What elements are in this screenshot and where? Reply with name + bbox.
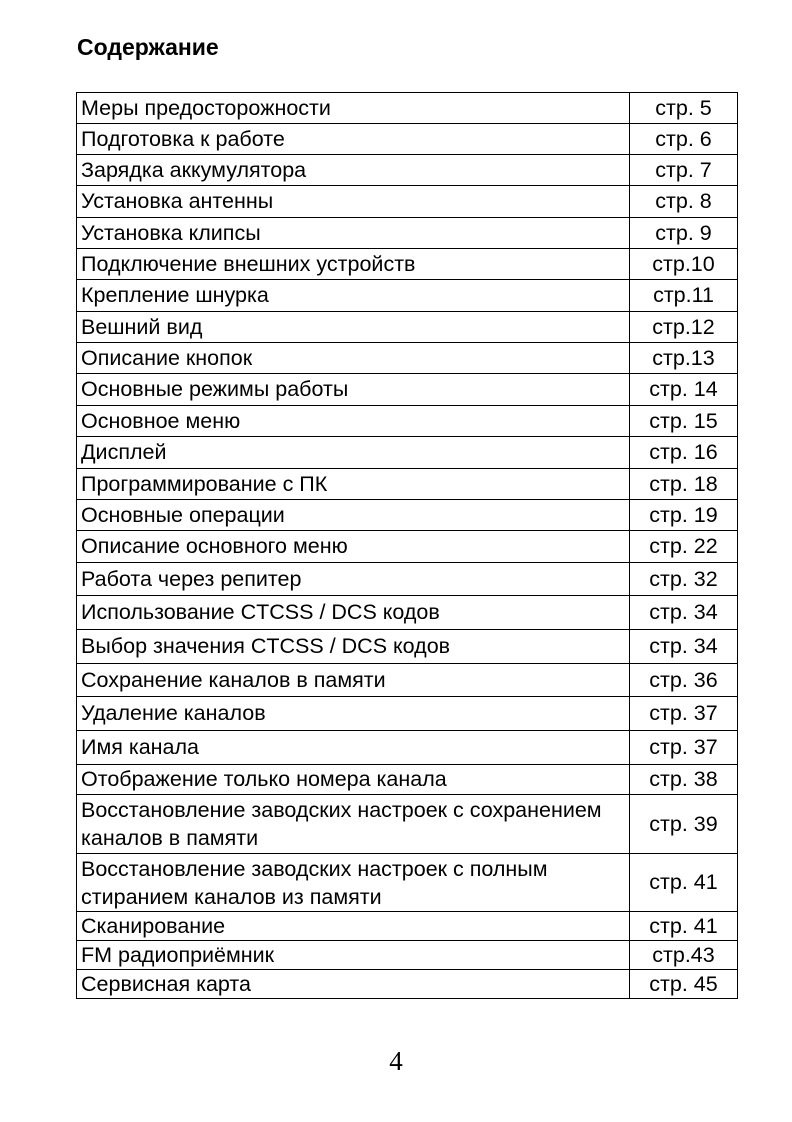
entry-page: стр. 39 [630, 795, 738, 854]
entry-page: стр.43 [630, 941, 738, 970]
entry-page: стр. 32 [630, 563, 738, 596]
table-row [77, 374, 738, 406]
entry-title: Сканирование [77, 912, 630, 941]
table-row [77, 343, 738, 374]
table-row [77, 406, 738, 437]
entry-page: стр. 41 [630, 912, 738, 941]
entry-title: Установка антенны [77, 186, 630, 218]
entry-page: стр. 34 [630, 630, 738, 664]
table-row [77, 596, 738, 630]
entry-page: стр. 8 [630, 186, 738, 218]
entry-page: стр. 16 [630, 437, 738, 469]
entry-page: стр. 15 [630, 406, 738, 437]
entry-title: Сервисная карта [77, 970, 630, 999]
entry-title: Выбор значения CTCSS / DCS кодов [77, 630, 630, 664]
entry-title: Вешний вид [77, 312, 630, 343]
entry-page: стр.10 [630, 249, 738, 280]
table-row [77, 765, 738, 795]
entry-title: Зарядка аккумулятора [77, 155, 630, 186]
table-row [77, 664, 738, 697]
page-title: Содержание [77, 34, 219, 60]
entry-page: стр. 7 [630, 155, 738, 186]
table-row [77, 155, 738, 186]
entry-page: стр.13 [630, 343, 738, 374]
table-row [77, 630, 738, 664]
table-row [77, 312, 738, 343]
table-row [77, 280, 738, 312]
table-row [77, 93, 738, 124]
table-row [77, 970, 738, 999]
entry-page: стр. 14 [630, 374, 738, 406]
entry-title: Работа через репитер [77, 563, 630, 596]
entry-title: Дисплей [77, 437, 630, 469]
entry-page: стр. 45 [630, 970, 738, 999]
entry-title: Использование CTCSS / DCS кодов [77, 596, 630, 630]
table-row [77, 795, 738, 854]
entry-title: Описание основного меню [77, 531, 630, 563]
entry-page: стр. 19 [630, 500, 738, 531]
entry-page: стр.11 [630, 280, 738, 312]
table-row [77, 186, 738, 218]
entry-page: стр. 6 [630, 124, 738, 155]
entry-title: FM радиоприёмник [77, 941, 630, 970]
entry-title: Установка клипсы [77, 218, 630, 249]
entry-page: стр. 9 [630, 218, 738, 249]
table-row [77, 731, 738, 765]
entry-title: Сохранение каналов в памяти [77, 664, 630, 697]
table-row [77, 531, 738, 563]
table-row [77, 563, 738, 596]
entry-page: стр. 22 [630, 531, 738, 563]
entry-title: Крепление шнурка [77, 280, 630, 312]
table-row [77, 469, 738, 500]
entry-title: Меры предосторожности [77, 93, 630, 124]
contents-table [76, 92, 738, 999]
entry-page: стр. 37 [630, 697, 738, 731]
table-row [77, 854, 738, 912]
table-row [77, 912, 738, 941]
entry-title: Отображение только номера канала [77, 765, 630, 795]
entry-page: стр. 5 [630, 93, 738, 124]
table-row [77, 697, 738, 731]
entry-title: Описание кнопок [77, 343, 630, 374]
table-row [77, 249, 738, 280]
entry-title: Восстановление заводских настроек с полным стиранием каналов из памяти [77, 854, 630, 912]
table-row [77, 437, 738, 469]
entry-page: стр.12 [630, 312, 738, 343]
table-row [77, 218, 738, 249]
entry-page: стр. 34 [630, 596, 738, 630]
page-number: 4 [389, 1046, 403, 1076]
table-row [77, 941, 738, 970]
table-row [77, 124, 738, 155]
entry-page: стр. 36 [630, 664, 738, 697]
entry-title: Подключение внешних устройств [77, 249, 630, 280]
entry-title: Имя канала [77, 731, 630, 765]
entry-title: Подготовка к работе [77, 124, 630, 155]
entry-title: Основные операции [77, 500, 630, 531]
entry-page: стр. 41 [630, 854, 738, 912]
entry-page: стр. 18 [630, 469, 738, 500]
entry-page: стр. 38 [630, 765, 738, 795]
entry-title: Основное меню [77, 406, 630, 437]
entry-title: Удаление каналов [77, 697, 630, 731]
table-row [77, 500, 738, 531]
entry-title: Основные режимы работы [77, 374, 630, 406]
entry-title: Восстановление заводских настроек с сохранением каналов в памяти [77, 795, 630, 854]
entry-title: Программирование с ПК [77, 469, 630, 500]
entry-page: стр. 37 [630, 731, 738, 765]
